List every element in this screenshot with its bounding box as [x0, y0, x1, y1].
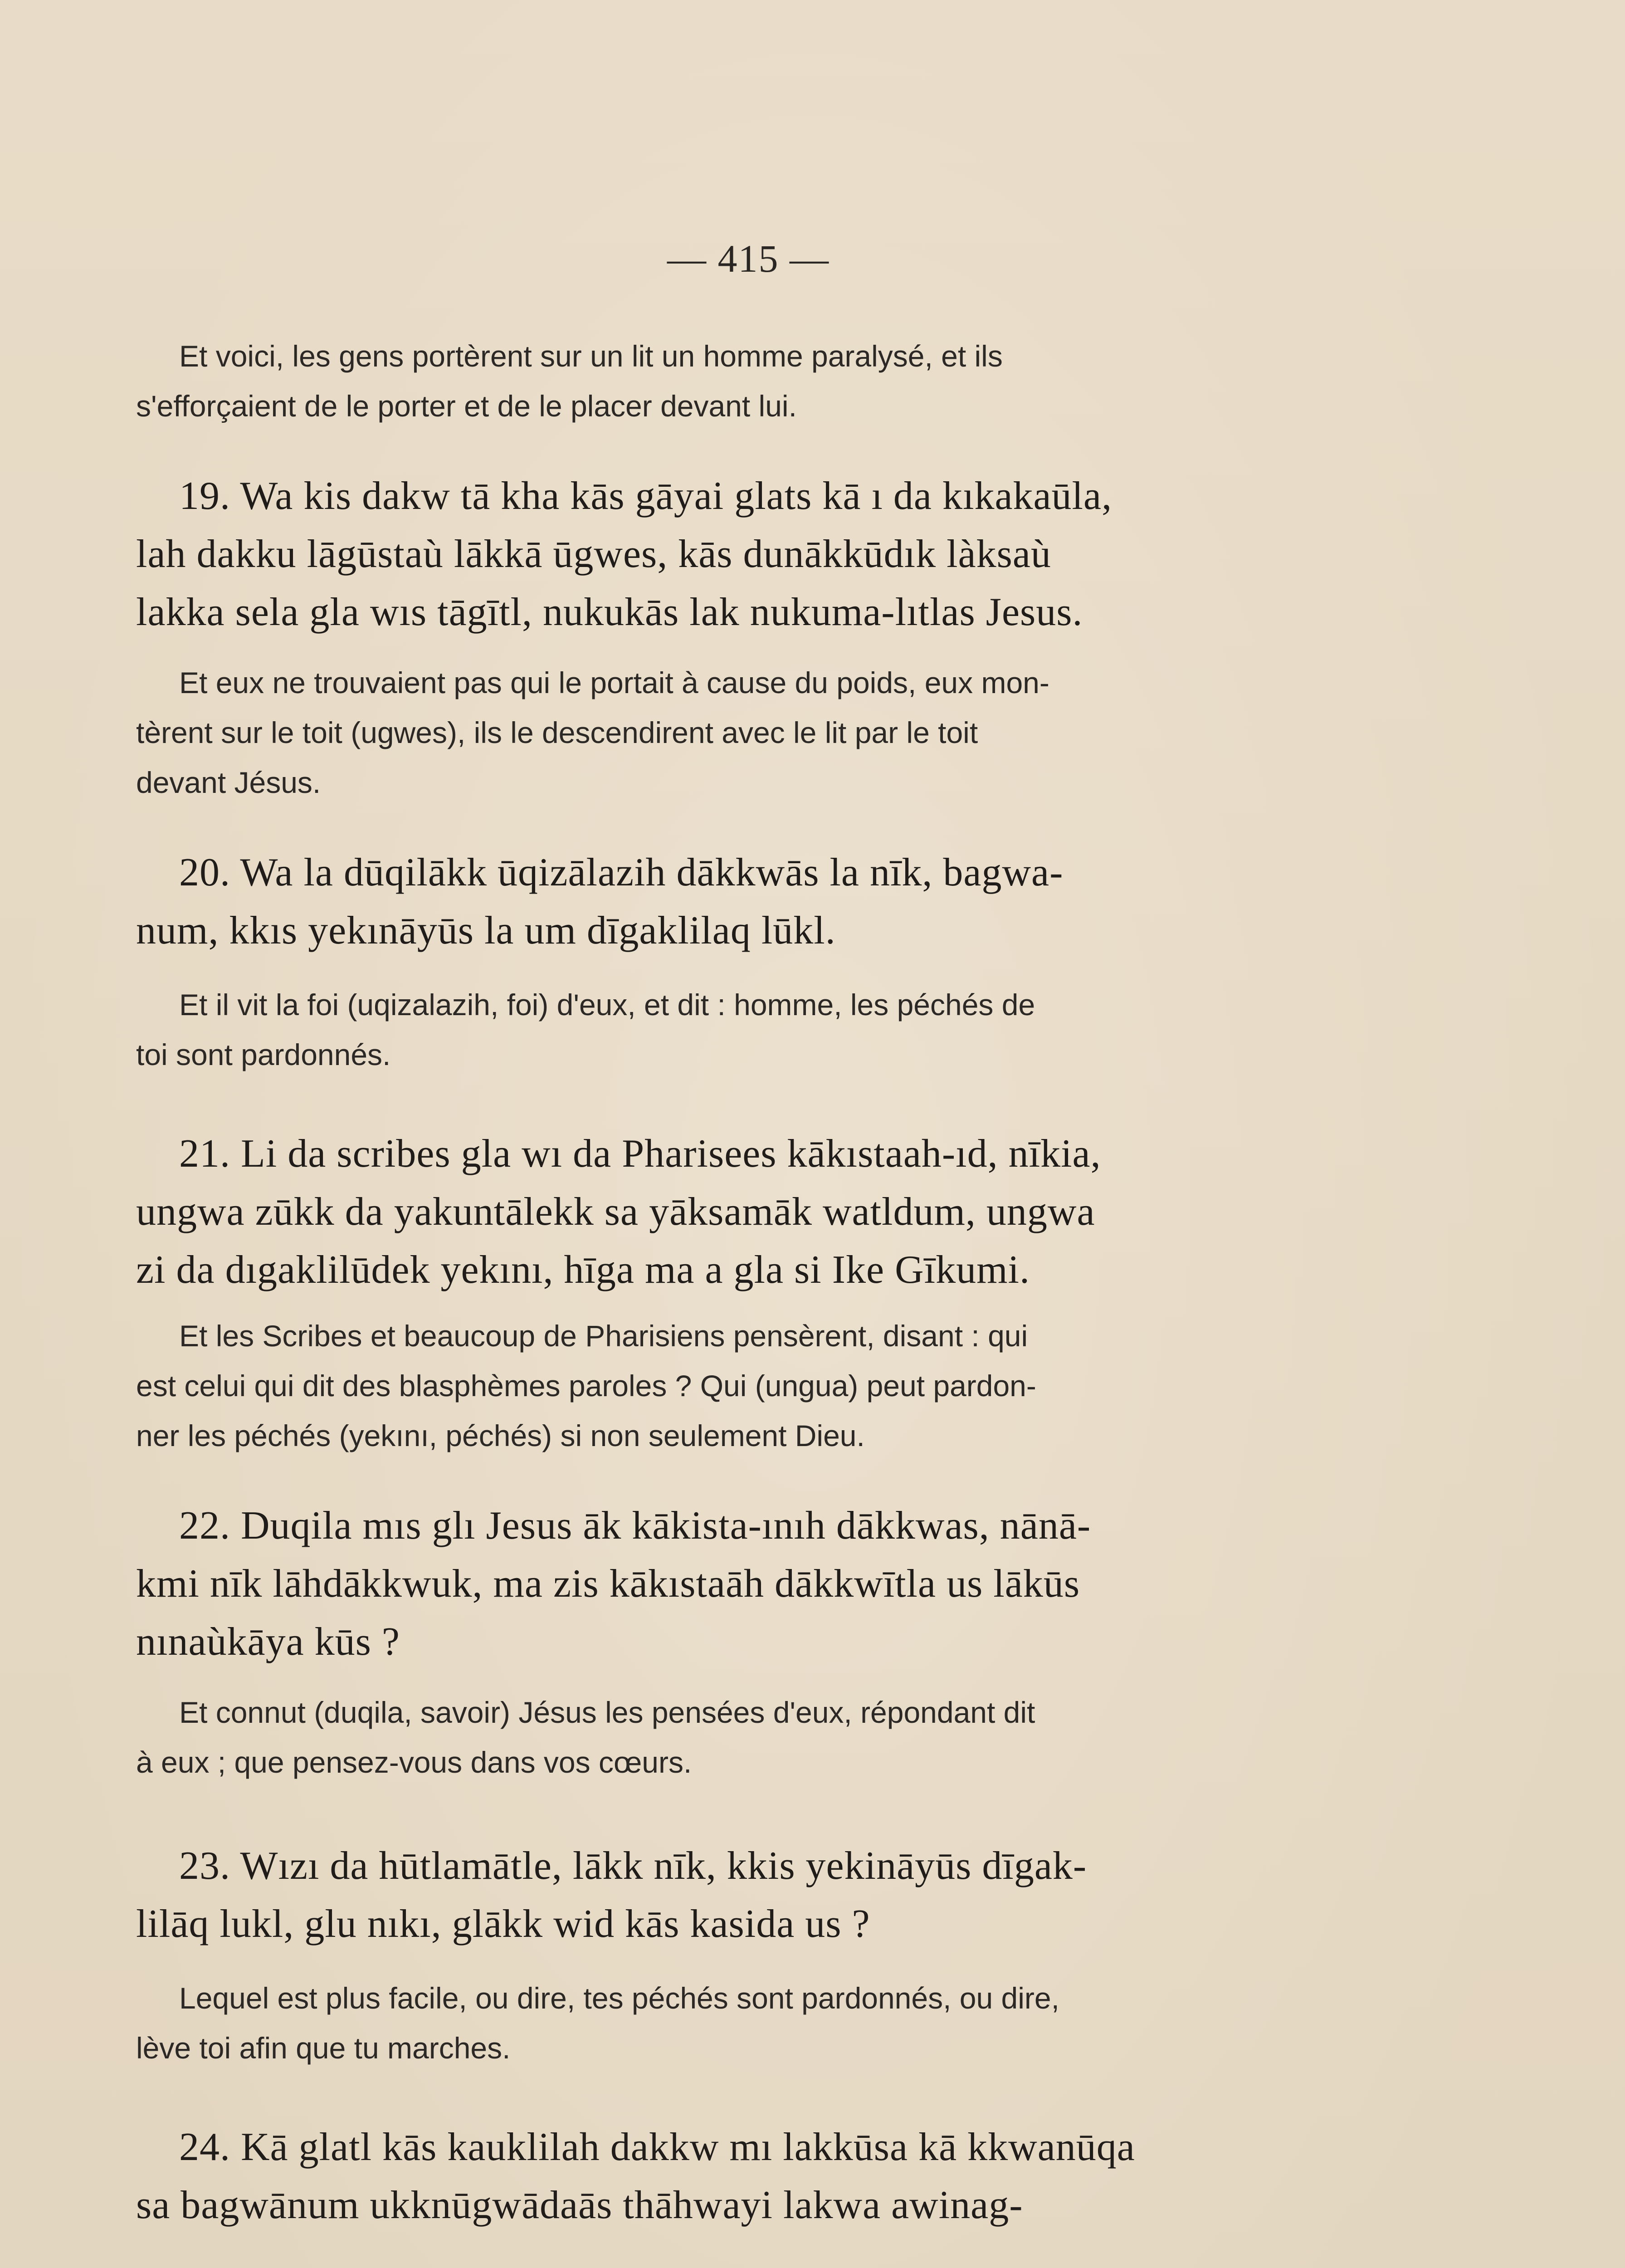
text-line: ner les péchés (yekını, péchés) si non seulement Dieu. — [136, 1419, 865, 1452]
text-line: zi da dıgaklilūdek yekını, hīga ma a gla si Ike Gīkumi. — [136, 1248, 1030, 1292]
text-line: ungwa zūkk da yakuntālekk sa yāksamāk watldum, ungwa — [136, 1190, 1095, 1234]
text-line: sa bagwānum ukknūgwādaās thāhwayi lakwa awinag- — [136, 2183, 1023, 2227]
text-line: 19. Wa kis dakw tā kha kās gāyai glats kā ı da kıkakaūla, — [179, 474, 1113, 518]
text-line: lakka sela gla wıs tāgītl, nukukās lak nukuma-lıtlas Jesus. — [136, 590, 1083, 634]
text-line: 20. Wa la dūqilākk ūqizālazih dākkwās la nīk, bagwa- — [179, 850, 1064, 894]
french-translation-21 — [136, 1311, 1288, 1461]
french-translation-18 — [136, 331, 1288, 431]
verse-22 — [136, 1497, 1288, 1671]
text-line: 22. Duqila mıs glı Jesus āk kākista-ınıh dākkwas, nānā- — [179, 1504, 1091, 1548]
text-line: lilāq lukl, glu nıkı, glākk wid kās kasida us ? — [136, 1902, 870, 1946]
text-line: à eux ; que pensez-vous dans vos cœurs. — [136, 1745, 692, 1779]
verse-24 — [136, 2118, 1288, 2234]
text-line: tèrent sur le toit (ugwes), ils le descendirent avec le lit par le toit — [136, 716, 978, 749]
text-line: num, kkıs yekınāyūs la um dīgaklilaq lūkl. — [136, 909, 836, 953]
text-line: Et les Scribes et beaucoup de Pharisiens pensèrent, disant : qui — [179, 1319, 1028, 1353]
french-translation-22 — [136, 1687, 1288, 1787]
page-number: — 415 — — [667, 237, 830, 280]
text-line: 21. Li da scribes gla wı da Pharisees kākıstaah-ıd, nīkia, — [179, 1132, 1101, 1176]
verse-21 — [136, 1125, 1288, 1299]
text-line: lah dakku lāgūstaù lākkā ūgwes, kās dunākkūdık làksaù — [136, 532, 1051, 576]
text-line: s'efforçaient de le porter et de le placer devant lui. — [136, 389, 797, 423]
text-line: Et connut (duqila, savoir) Jésus les pensées d'eux, répondant dit — [179, 1696, 1035, 1729]
text-line: Et il vit la foi (uqizalazih, foi) d'eux, et dit : homme, les péchés de — [179, 988, 1035, 1022]
verse-19 — [136, 467, 1288, 641]
verse-23 — [136, 1837, 1288, 1953]
french-translation-20 — [136, 980, 1288, 1080]
text-line: Et voici, les gens portèrent sur un lit un homme paralysé, et ils — [179, 339, 1003, 373]
text-line: lève toi afin que tu marches. — [136, 2031, 511, 2065]
text-line: devant Jésus. — [136, 766, 321, 799]
text-line: est celui qui dit des blasphèmes paroles ? Qui (ungua) peut pardon- — [136, 1369, 1036, 1403]
text-line: Lequel est plus facile, ou dire, tes péchés sont pardonnés, ou dire, — [179, 1981, 1059, 2015]
text-line: toi sont pardonnés. — [136, 1038, 391, 1071]
text-line: 23. Wızı da hūtlamātle, lākk nīk, kkis yekināyūs dīgak- — [179, 1844, 1087, 1888]
french-translation-23 — [136, 1973, 1288, 2073]
text-line: nınaùkāya kūs ? — [136, 1620, 400, 1664]
text-line: kmi nīk lāhdākkwuk, ma zis kākıstaāh dākkwītla us lākūs — [136, 1562, 1080, 1606]
text-line: Et eux ne trouvaient pas qui le portait à cause du poids, eux mon- — [179, 666, 1049, 699]
verse-20 — [136, 844, 1288, 960]
french-translation-19 — [136, 658, 1288, 807]
text-line: 24. Kā glatl kās kauklilah dakkw mı lakkūsa kā kkwanūqa — [179, 2125, 1135, 2169]
